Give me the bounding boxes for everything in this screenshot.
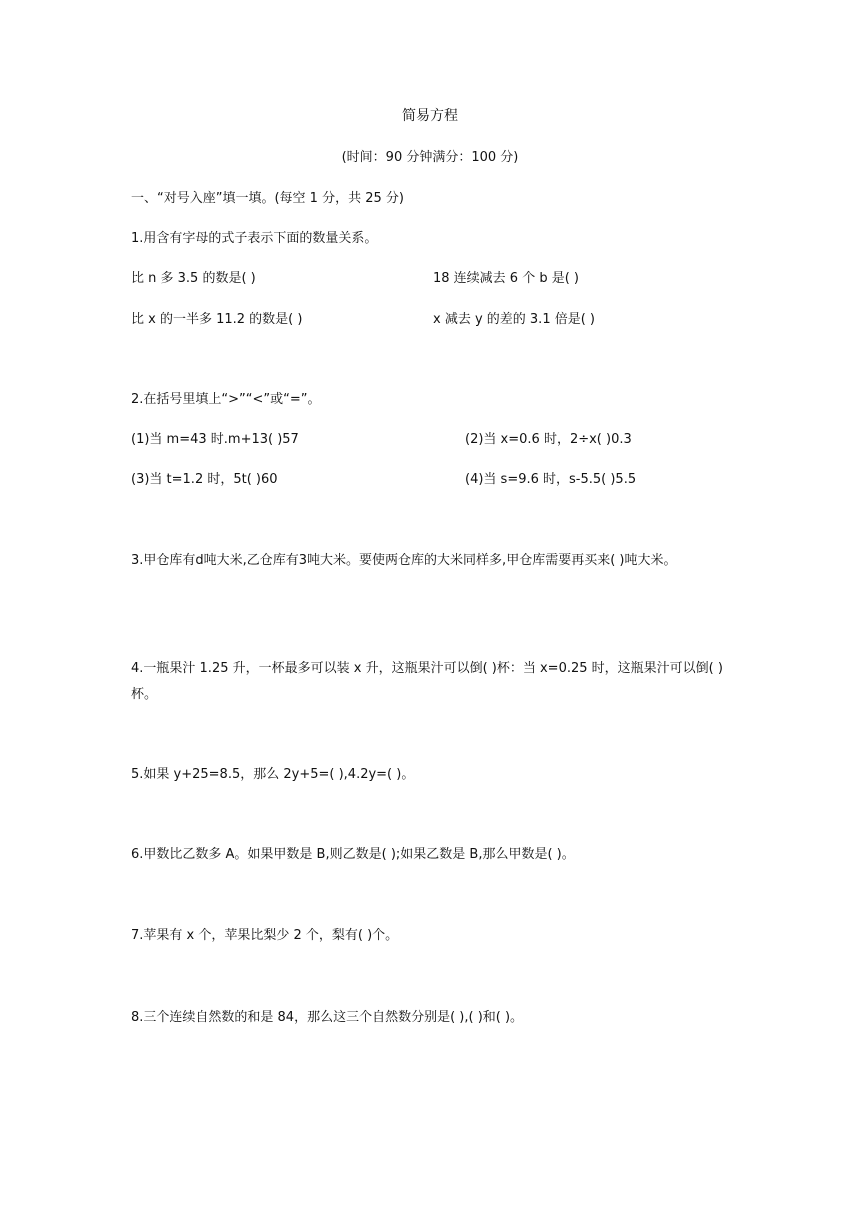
question-1-item-b: 18 连续减去 6 个 b 是( ) xyxy=(433,271,580,286)
question-2-item-4: (4)当 s=9.6 时，s-5.5( )5.5 xyxy=(465,472,637,487)
question-2-item-1: (1)当 m=43 时.m+13( )57 xyxy=(131,432,299,447)
question-6: 6.甲数比乙数多 A。如果甲数是 B,则乙数是( );如果乙数是 B,那么甲数是( )。 xyxy=(131,847,575,862)
section-heading: 一、“对号入座”填一填。(每空 1 分，共 25 分) xyxy=(131,191,404,206)
question-4: 4.一瓶果汁 1.25 升，一杯最多可以装 x 升，这瓶果汁可以倒( )杯：当 x=0.25 时，这瓶果汁可以倒( )杯。 xyxy=(131,661,723,702)
question-7: 7.苹果有 x 个，苹果比梨少 2 个，梨有( )个。 xyxy=(131,928,399,943)
question-1-stem: 1.用含有字母的式子表示下面的数量关系。 xyxy=(131,231,378,246)
page-title: 简易方程 xyxy=(402,108,458,124)
question-5: 5.如果 y+25=8.5，那么 2y+5=( ),4.2y=( )。 xyxy=(131,767,415,782)
question-2-stem: 2.在括号里填上“>”“<”或“=”。 xyxy=(131,392,321,407)
question-2-item-3: (3)当 t=1.2 时，5t( )60 xyxy=(131,472,278,487)
question-2-item-2: (2)当 x=0.6 时，2÷x( )0.3 xyxy=(465,432,632,447)
question-1-item-d: x 减去 y 的差的 3.1 倍是( ) xyxy=(433,312,595,327)
question-1-item-c: 比 x 的一半多 11.2 的数是( ) xyxy=(131,312,303,327)
page-subtitle: (时间：90 分钟满分：100 分) xyxy=(341,150,519,165)
question-3: 3.甲仓库有d吨大米,乙仓库有3吨大米。要使两仓库的大米同样多,甲仓库需要再买来( )吨大米。 xyxy=(131,553,677,568)
question-8: 8.三个连续自然数的和是 84，那么这三个自然数分别是( ),( )和( )。 xyxy=(131,1010,524,1025)
question-1-item-a: 比 n 多 3.5 的数是( ) xyxy=(131,271,256,286)
